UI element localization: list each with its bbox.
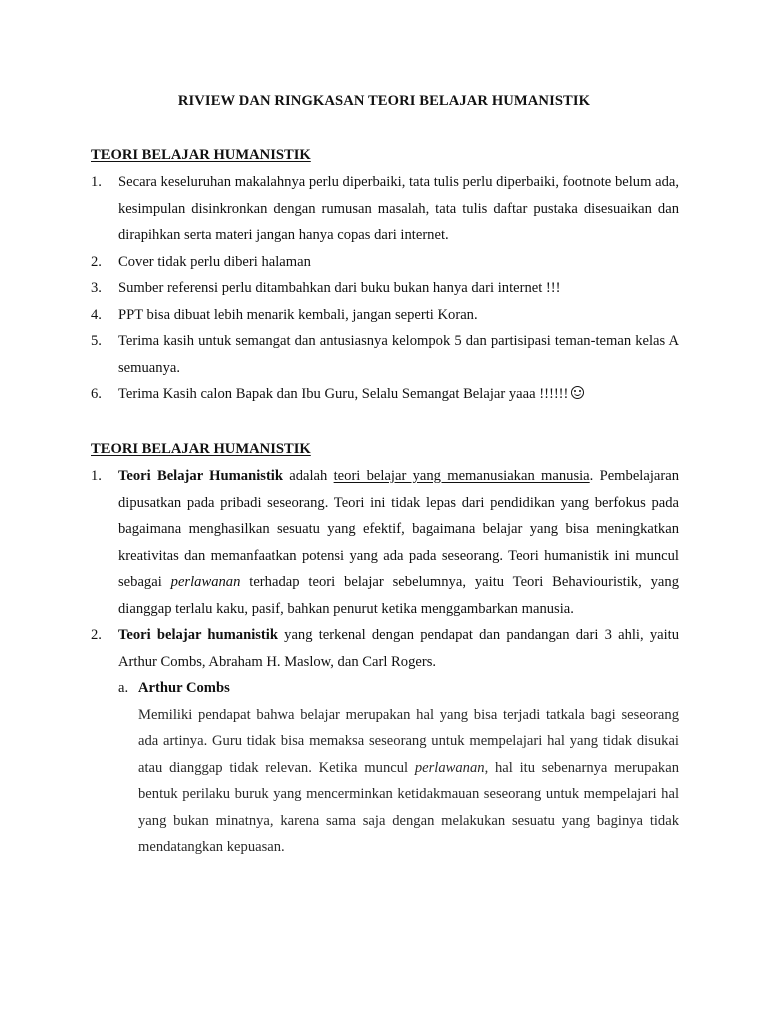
list-item-text: Secara keseluruhan makalahnya perlu diperbaiki, tata tulis perlu diperbaiki, footnote belum ada, kesimpulan disinkronkan dengan rumusan masalah, tata tulis daftar pustaka disesuaikan dan dirapihkan serta materi jangan hanya copas dari internet. [118, 174, 679, 243]
bold-term: Teori belajar humanistik [118, 627, 278, 643]
list-item-text: PPT bisa dibuat lebih menarik kembali, jangan seperti Koran. [118, 306, 478, 323]
italic-term: perlawanan [414, 759, 485, 776]
list-item-text: Cover tidak perlu diberi halaman [118, 253, 311, 270]
document-title: RIVIEW DAN RINGKASAN TEORI BELAJAR HUMANISTIK [177, 93, 591, 109]
bold-term: Teori Belajar Humanistik [118, 468, 283, 484]
text-run: Memiliki pendapat bahwa belajar merupakan hal yang bisa terjadi tatkala bagi seseorang ada artinya. Guru tidak bisa memaksa seseorang untuk mempelajari hal yang tidak disukai atau dianggap tidak relevan. Ketika muncul [138, 706, 679, 776]
text-run: , hal itu sebenarnya merupakan bentuk perilaku buruk yang mencerminkan ketidakmauan seseorang untuk mempelajari hal yang bukan minatnya, karena sama saja dengan melakukan sesuatu yang baginya tidak mendatangkan kepuasan. [138, 759, 679, 855]
list-item-text: Terima kasih untuk semangat dan antusiasnya kelompok 5 dan partisipasi teman-teman kelas A semuanya. [118, 333, 679, 376]
list-item [91, 302, 679, 329]
underlined-definition: teori belajar yang memanusiakan manusia [333, 468, 590, 484]
list-number: 3. [91, 280, 102, 296]
feedback-list [91, 169, 679, 408]
sub-item-paragraph [138, 702, 679, 861]
list-item [91, 249, 679, 276]
sub-item-heading: Arthur Combs [138, 680, 230, 696]
list-item [91, 622, 679, 861]
text-run: terhadap teori belajar sebelumnya, yaitu Teori Behaviouristik, yang dianggap terlalu kaku, pasif, bahkan penurut ketika menggambarkan manusia. [118, 574, 679, 617]
list-item-text: Terima Kasih calon Bapak dan Ibu Guru, Selalu Semangat Belajar yaaa !!!!!! [118, 386, 569, 402]
smiley-icon [571, 386, 584, 399]
list-number: 1. [91, 174, 102, 190]
summary-list [91, 463, 679, 861]
list-number: 5. [91, 333, 102, 349]
list-number: 2. [91, 627, 102, 643]
sub-item-letter: a. [118, 680, 129, 696]
text-run: adalah [282, 468, 334, 484]
list-item [91, 463, 679, 622]
list-number: 2. [91, 253, 102, 270]
section-heading-feedback: TEORI BELAJAR HUMANISTIK [91, 147, 311, 163]
list-number: 1. [91, 468, 102, 484]
list-item [91, 328, 679, 381]
list-number: 6. [91, 386, 102, 402]
sub-item-arthur-combs [118, 675, 679, 861]
text-run: yang terkenal dengan pendapat dan pandangan dari 3 ahli, yaitu Arthur Combs, Abraham H. Maslow, dan Carl Rogers. [118, 627, 679, 670]
list-item [91, 275, 679, 302]
list-item-text: Sumber referensi perlu ditambahkan dari buku bukan hanya dari internet !!! [118, 280, 561, 296]
text-run: . Pembelajaran dipusatkan pada pribadi seseorang. Teori ini tidak lepas dari pendidikan yang berfokus pada bagaimana menghasilkan sesuatu yang efektif, bagaimana belajar yang bisa meningkatkan kreativitas dan memanfaatkan potensi yang ada pada seseorang. Teori humanistik ini muncul sebagai [118, 468, 680, 590]
list-item [91, 381, 679, 408]
list-item [91, 169, 679, 249]
section-heading-summary: TEORI BELAJAR HUMANISTIK [91, 441, 311, 457]
italic-term: perlawanan [170, 574, 241, 590]
list-number: 4. [91, 306, 102, 323]
